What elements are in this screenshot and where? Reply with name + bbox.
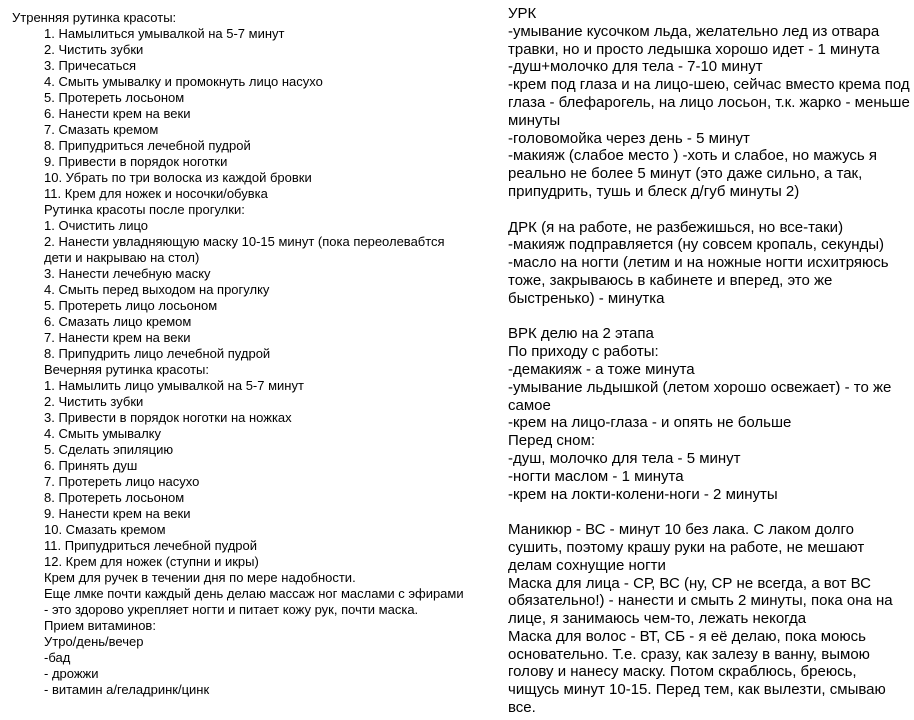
text-line: 12. Крем для ножек (ступни и икры) bbox=[44, 554, 259, 569]
text-line: 3. Нанести лечебную маску bbox=[44, 266, 211, 281]
text-line: По приходу с работы: bbox=[508, 343, 659, 361]
text-line: Вечерняя рутинка красоты: bbox=[44, 362, 210, 377]
text-line: -ногти маслом - 1 минута bbox=[508, 467, 684, 485]
text-line: 2. Чистить зубки bbox=[44, 394, 144, 409]
text-line: 5. Протереть лосьоном bbox=[44, 90, 185, 105]
text-line: 4. Смыть умывалку и промокнуть лицо насухо bbox=[44, 74, 323, 89]
text-line: 2. Чистить зубки bbox=[44, 42, 144, 57]
text-line: 11. Припудриться лечебной пудрой bbox=[44, 538, 258, 553]
text-line: 8. Припудриться лечебной пудрой bbox=[44, 138, 251, 153]
text-line: 7. Нанести крем на веки bbox=[44, 330, 191, 345]
text-line: 1. Намылить лицо умывалкой на 5-7 минут bbox=[44, 378, 304, 393]
text-line: Рутинка красоты после прогулки: bbox=[44, 202, 245, 217]
blank-line bbox=[508, 503, 910, 521]
text-line: -головомойка через день - 5 минут bbox=[508, 129, 750, 147]
text-line: Перед сном: bbox=[508, 432, 596, 450]
text-line: Прием витаминов: bbox=[44, 618, 156, 633]
text-line: -бад bbox=[44, 650, 71, 665]
text-line: Утренняя рутинка красоты: bbox=[12, 10, 177, 25]
text-line: -душ+молочко для тела - 7-10 минут bbox=[508, 58, 763, 76]
blank-line bbox=[508, 201, 910, 219]
text-line: -умывание кусочком льда, желательно лед из отвара травки, но и просто ледышка хорошо идет - 1 минута bbox=[508, 22, 880, 58]
text-line: Крем для ручек в течении дня по мере надобности. bbox=[44, 570, 356, 585]
text-line: 8. Припудрить лицо лечебной пудрой bbox=[44, 346, 271, 361]
text-line: 8. Протереть лосьоном bbox=[44, 490, 185, 505]
text-line: 6. Смазать лицо кремом bbox=[44, 314, 192, 329]
text-line: -крем под глаза и на лицо-шею, сейчас вместо крема под глаза - блефарогель, на лицо лосьон, т.к. жарко - меньше минуты bbox=[508, 76, 910, 129]
blank-line bbox=[508, 308, 910, 326]
text-line: 4. Смыть умывалку bbox=[44, 426, 162, 441]
text-line: -макияж (слабое место ) -хоть и слабое, но мажусь я реально не более 5 минут (это даже сильно, а так, припудрить, тушь и блеск д/губ минуты 2) bbox=[508, 147, 878, 200]
text-line: ДРК (я на работе, не разбежишься, но все-таки) bbox=[508, 218, 844, 236]
text-line: 9. Нанести крем на веки bbox=[44, 506, 191, 521]
text-line: -демакияж - а тоже минута bbox=[508, 360, 695, 378]
text-line: -макияж подправляется (ну совсем кропаль, секунды) bbox=[508, 236, 885, 254]
left-column bbox=[12, 10, 464, 698]
text-line: -масло на ногти (летим и на ножные ногти исхитряюсь тоже, закрываюсь в кабинете и вперед, это же быстренько) - минутка bbox=[508, 254, 889, 307]
text-line: -крем на локти-колени-ноги - 2 минуты bbox=[508, 485, 778, 503]
text-line: 6. Нанести крем на веки bbox=[44, 106, 191, 121]
text-line: 5. Сделать эпиляцию bbox=[44, 442, 174, 457]
text-line: 7. Смазать кремом bbox=[44, 122, 159, 137]
text-line: -крем на лицо-глаза - и опять не больше bbox=[508, 414, 792, 432]
text-line: 5. Протереть лицо лосьоном bbox=[44, 298, 218, 313]
text-line: УРК bbox=[508, 5, 537, 22]
text-line: -душ, молочко для тела - 5 минут bbox=[508, 449, 741, 467]
text-line: Маска для волос - ВТ, СБ - я её делаю, пока моюсь основательно. Т.е. сразу, как залезу в ванну, вымою голову и нанесу маску. Потом скраблюсь, бреюсь, чищусь минут 10-15. Перед тем, как вылезти, смываю все. bbox=[508, 627, 886, 717]
text-line: 10. Убрать по три волоска из каждой бровки bbox=[44, 170, 312, 185]
text-line: 2. Нанести увладняющую маску 10-15 минут (пока переолевабтся дети и накрываю на стол) bbox=[44, 234, 445, 265]
text-line: 3. Причесаться bbox=[44, 58, 137, 73]
text-line: 11. Крем для ножек и носочки/обувка bbox=[44, 186, 268, 201]
text-line: -умывание льдышкой (летом хорошо освежает) - то же самое bbox=[508, 378, 892, 414]
text-line: 6. Принять душ bbox=[44, 458, 138, 473]
text-line: 1. Очистить лицо bbox=[44, 218, 149, 233]
text-line: Маска для лица - СР, ВС (ну, СР не всегда, а вот ВС обязательно!) - нанести и смыть 2 минуты, пока она на лице, я занимаюсь чем-то, лежать некогда bbox=[508, 574, 893, 628]
text-line: ВРК делю на 2 этапа bbox=[508, 325, 654, 343]
text-line: 9. Привести в порядок ноготки bbox=[44, 154, 228, 169]
text-line: Утро/день/вечер bbox=[44, 634, 144, 649]
text-line: 7. Протереть лицо насухо bbox=[44, 474, 200, 489]
text-line: - витамин а/геладринк/цинк bbox=[44, 682, 210, 697]
text-line: 10. Смазать кремом bbox=[44, 522, 166, 537]
text-line: Еще лмке почти каждый день делаю массаж ног маслами с эфирами - это здорово укрепляет ногти и питает кожу рук, почти маска. bbox=[44, 586, 464, 617]
text-line: 4. Смыть перед выходом на прогулку bbox=[44, 282, 270, 297]
text-line: 1. Намылиться умывалкой на 5-7 минут bbox=[44, 26, 285, 41]
text-line: 3. Привести в порядок ноготки на ножках bbox=[44, 410, 292, 425]
text-line: - дрожжи bbox=[44, 666, 99, 681]
right-column bbox=[508, 5, 910, 717]
text-line: Маникюр - ВС - минут 10 без лака. С лаком долго сушить, поэтому крашу руки на работе, не мешают делам сохнущие ногти bbox=[508, 521, 865, 574]
